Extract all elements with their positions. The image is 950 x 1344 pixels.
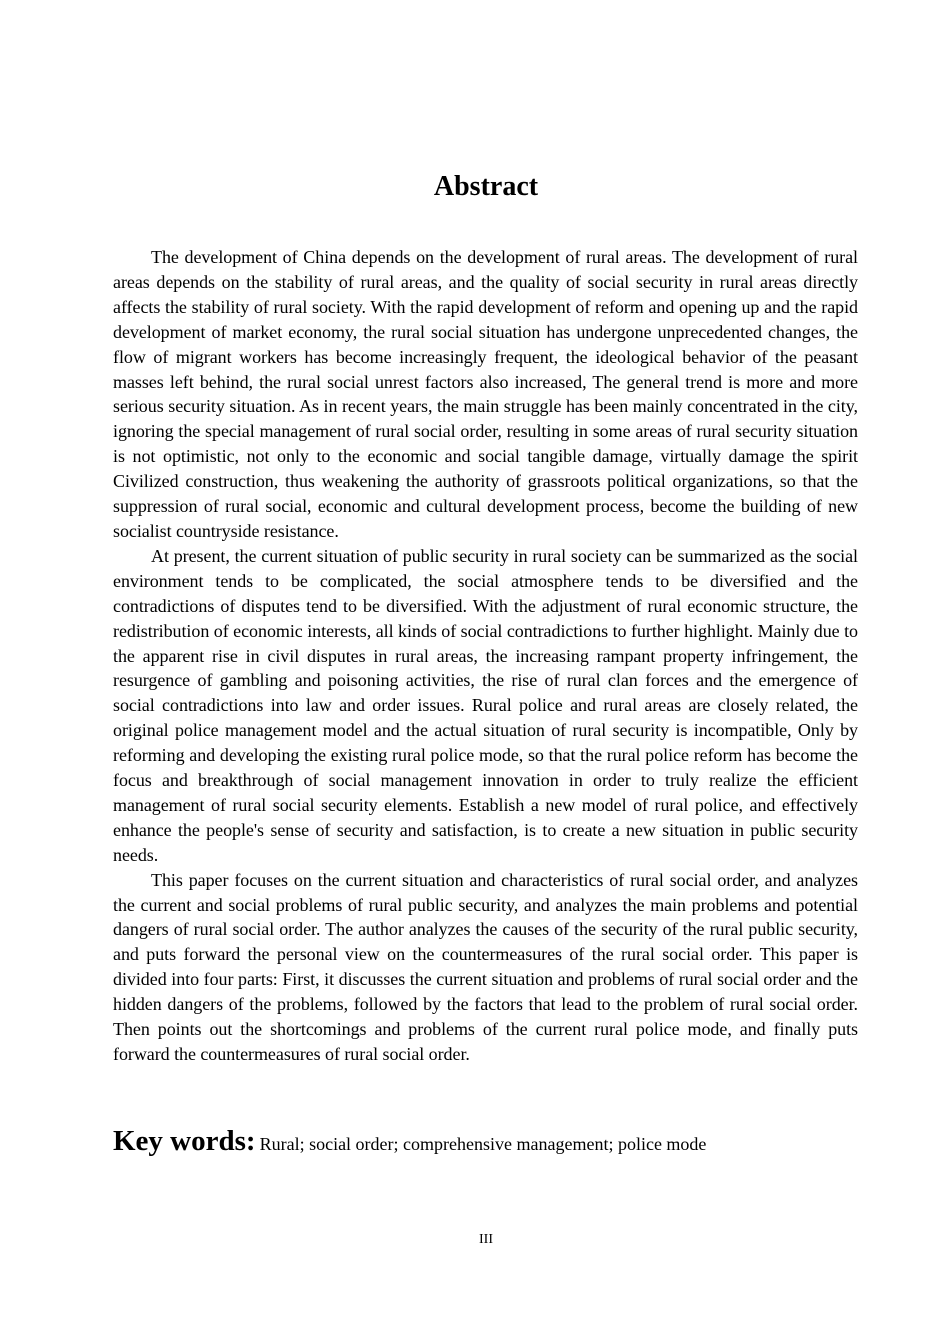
page-number: III — [479, 1232, 493, 1247]
keywords-label: Key words: — [113, 1125, 256, 1157]
abstract-paragraph-1: The development of China depends on the development of rural areas. The development of rural areas depends on the stability of rural areas, and the quality of social security in rural areas directly affects the stability of rural society. With the rapid development of reform and opening up and the rapid development of market economy, the rural social situation has undergone unprecedented changes, the flow of migrant workers has become increasingly frequent, the ideological behavior of the peasant masses left behind, the rural social unrest factors also increased, The general trend is more and more serious security situation. As in recent years, the main struggle has been mainly concentrated in the city, ignoring the special management of rural social order, resulting in some areas of rural security situation is not optimistic, not only to the economic and social tangible damage, virtually damage the spirit Civilized construction, thus weakening the authority of grassroots political organizations, so that the suppression of rural social, economic and cultural development process, become the building of new socialist countryside resistance. — [113, 247, 858, 541]
abstract-paragraph-2: At present, the current situation of public security in rural society can be summarized as the social environment tends to be complicated, the social atmosphere tends to be diversified and the contradictions of disputes tend to be diversified. With the adjustment of rural economic structure, the redistribution of economic interests, all kinds of social contradictions to further highlight. Mainly due to the apparent rise in civil disputes in rural areas, the increasing rampant property infringement, the resurgence of gambling and poisoning activities, the rise of rural clan forces and the emergence of social contradictions into law and order issues. Rural police and rural areas are closely related, the original police management model and the actual situation of rural security is incompatible, Only by reforming and developing the existing rural police mode, so that the rural police reform has become the focus and breakthrough of social management innovation in order to truly realize the efficient management of rural social security elements. Establish a new model of rural police, and effectively enhance the people's sense of security and satisfaction, is to create a new situation in public security needs. — [113, 545, 858, 865]
abstract-paragraph-3: This paper focuses on the current situation and characteristics of rural social order, and analyzes the current and social problems of rural public security, and analyzes the main problems and potential dangers of rural social order. The author analyzes the causes of the security of the rural public security, and puts forward the personal view on the countermeasures of the rural social order. This paper is divided into four parts: First, it discusses the current situation and problems of rural social order and the hidden dangers of the problems, followed by the factors that lead to the problem of rural social order. Then points out the shortcomings and problems of the current rural police mode, and finally puts forward the countermeasures of rural social order. — [113, 869, 858, 1064]
keywords-text: Rural; social order; comprehensive management; police mode — [259, 1134, 707, 1154]
abstract-title: Abstract — [433, 171, 539, 202]
keywords-line — [113, 1122, 873, 1165]
abstract-body — [113, 245, 858, 1067]
